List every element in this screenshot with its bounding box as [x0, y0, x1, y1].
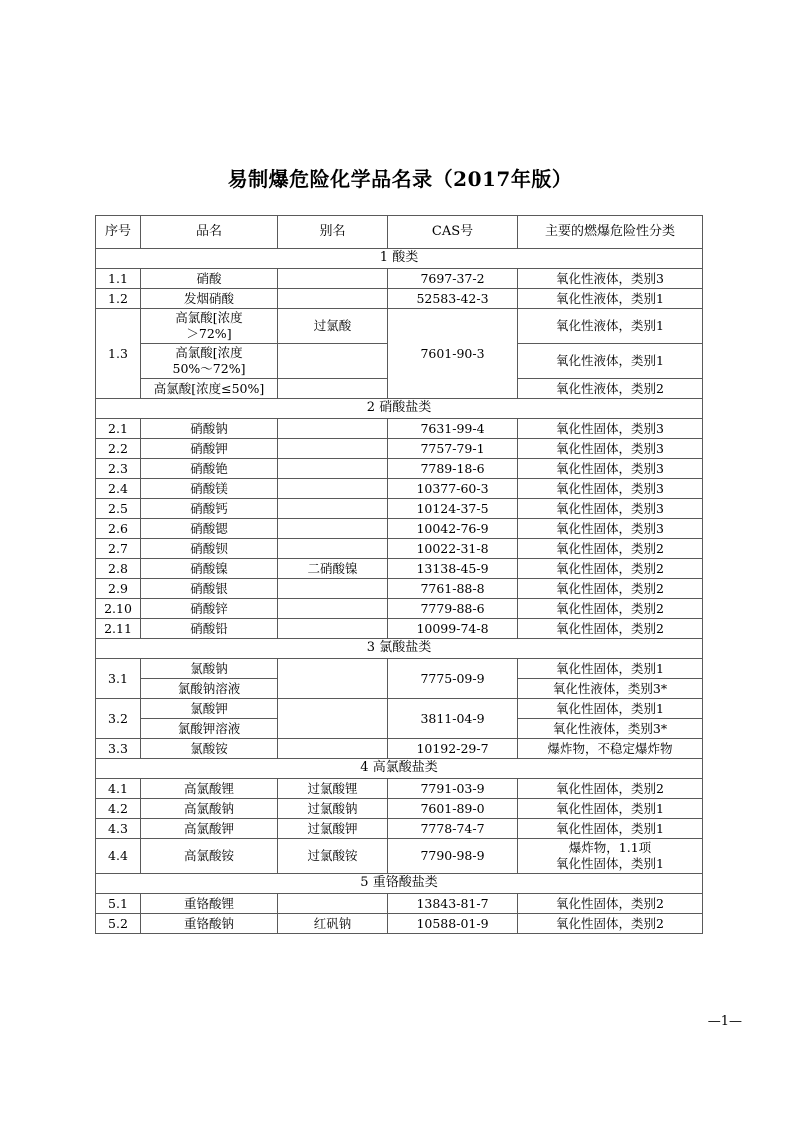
cell-cas: 7601-90-3	[388, 309, 518, 399]
cell-cas: 7791-03-9	[388, 779, 518, 799]
table-row	[96, 519, 703, 539]
cell-seq: 5.2	[96, 914, 141, 934]
cell-alias	[278, 739, 388, 759]
column-header-cas: CAS号	[388, 216, 518, 249]
cell-name: 高氯酸锂	[141, 779, 278, 799]
cell-classification: 氧化性固体，类别2	[518, 539, 703, 559]
column-header-name: 品名	[141, 216, 278, 249]
cell-name: 硝酸镍	[141, 559, 278, 579]
cell-seq: 4.1	[96, 779, 141, 799]
page-title: 易制爆危险化学品名录（2017年版）	[227, 167, 573, 191]
cell-cas: 7779-88-6	[388, 599, 518, 619]
cell-seq: 4.4	[96, 839, 141, 874]
cell-name	[141, 344, 278, 379]
cell-cas: 13138-45-9	[388, 559, 518, 579]
cell-seq: 2.4	[96, 479, 141, 499]
table-row	[96, 819, 703, 839]
cell-seq: 3.1	[96, 659, 141, 699]
cell-cas: 3811-04-9	[388, 699, 518, 739]
cell-name: 高氯酸铵	[141, 839, 278, 874]
cell-cas: 10022-31-8	[388, 539, 518, 559]
cell-name: 氯酸铵	[141, 739, 278, 759]
table-row	[96, 499, 703, 519]
cell-name	[141, 309, 278, 344]
cell-cas: 7790-98-9	[388, 839, 518, 874]
cell-cas: 7789-18-6	[388, 459, 518, 479]
table-row	[96, 914, 703, 934]
table-row	[96, 799, 703, 819]
cell-alias	[278, 439, 388, 459]
catalog-table-container	[95, 215, 703, 934]
cell-alias	[278, 459, 388, 479]
cell-classification: 氧化性液体，类别1	[518, 309, 703, 344]
cell-cas: 7761-88-8	[388, 579, 518, 599]
group-heading-row	[96, 759, 703, 779]
cell-name: 高氯酸钠	[141, 799, 278, 819]
cell-alias	[278, 269, 388, 289]
cell-seq: 2.10	[96, 599, 141, 619]
cell-cas: 10124-37-5	[388, 499, 518, 519]
cell-seq: 4.2	[96, 799, 141, 819]
cell-name-line1: 高氯酸[浓度	[175, 345, 243, 360]
table-header	[96, 216, 703, 249]
cell-classification	[518, 839, 703, 874]
table-row	[96, 269, 703, 289]
cell-alias	[278, 894, 388, 914]
table-row	[96, 779, 703, 799]
table-row	[96, 289, 703, 309]
cell-name-line2: ＞72%]	[186, 326, 232, 341]
group-heading-row	[96, 399, 703, 419]
column-header-alias: 别名	[278, 216, 388, 249]
cell-name: 硝酸银	[141, 579, 278, 599]
cell-alias: 红矾钠	[278, 914, 388, 934]
table-row	[96, 839, 703, 874]
cell-name: 硝酸锶	[141, 519, 278, 539]
cell-name: 高氯酸钾	[141, 819, 278, 839]
cell-classification: 氧化性固体，类别3	[518, 459, 703, 479]
table-row	[96, 559, 703, 579]
cell-classification: 氧化性液体，类别1	[518, 344, 703, 379]
cell-seq: 1.2	[96, 289, 141, 309]
cell-name: 硝酸钙	[141, 499, 278, 519]
table-row	[96, 309, 703, 344]
cell-alias: 过氯酸	[278, 309, 388, 344]
cell-seq: 3.2	[96, 699, 141, 739]
column-header-classification: 主要的燃爆危险性分类	[518, 216, 703, 249]
cell-name: 硝酸锌	[141, 599, 278, 619]
table-header-row	[96, 216, 703, 249]
cell-alias	[278, 419, 388, 439]
table-row	[96, 659, 703, 679]
table-row	[96, 579, 703, 599]
cell-name: 硝酸	[141, 269, 278, 289]
cell-name-line1: 高氯酸[浓度	[175, 310, 243, 325]
cell-name: 发烟硝酸	[141, 289, 278, 309]
cell-cas: 7601-89-0	[388, 799, 518, 819]
table-row	[96, 699, 703, 719]
cell-cas: 10042-76-9	[388, 519, 518, 539]
cell-cas: 7631-99-4	[388, 419, 518, 439]
group-heading-perchlorates: 4 高氯酸盐类	[96, 759, 703, 779]
table-row	[96, 619, 703, 639]
cell-classification: 氧化性液体，类别3	[518, 269, 703, 289]
cell-seq: 2.6	[96, 519, 141, 539]
table-row	[96, 479, 703, 499]
cell-classification: 爆炸物，不稳定爆炸物	[518, 739, 703, 759]
cell-seq: 2.11	[96, 619, 141, 639]
cell-alias	[278, 539, 388, 559]
cell-name: 硝酸铅	[141, 619, 278, 639]
cell-seq: 5.1	[96, 894, 141, 914]
cell-classification: 氧化性固体，类别1	[518, 799, 703, 819]
catalog-table	[95, 215, 703, 934]
cell-seq: 2.3	[96, 459, 141, 479]
cell-alias	[278, 499, 388, 519]
cell-name: 重铬酸钠	[141, 914, 278, 934]
cell-classification: 氧化性固体，类别3	[518, 439, 703, 459]
cell-name: 重铬酸锂	[141, 894, 278, 914]
table-row	[96, 459, 703, 479]
cell-classification: 氧化性固体，类别2	[518, 599, 703, 619]
cell-name-line2: 50%～72%]	[172, 361, 246, 376]
cell-classification-line2: 氧化性固体，类别1	[556, 856, 664, 871]
cell-cas: 7778-74-7	[388, 819, 518, 839]
cell-cas: 7757-79-1	[388, 439, 518, 459]
cell-seq: 3.3	[96, 739, 141, 759]
cell-cas: 10377-60-3	[388, 479, 518, 499]
table-row	[96, 539, 703, 559]
cell-name: 硝酸镁	[141, 479, 278, 499]
table-row	[96, 894, 703, 914]
cell-seq: 1.1	[96, 269, 141, 289]
cell-classification: 氧化性液体，类别3*	[518, 679, 703, 699]
cell-seq: 1.3	[96, 309, 141, 399]
cell-classification: 氧化性固体，类别2	[518, 619, 703, 639]
cell-seq: 2.7	[96, 539, 141, 559]
cell-classification: 氧化性固体，类别3	[518, 419, 703, 439]
cell-name: 硝酸钾	[141, 439, 278, 459]
cell-classification: 氧化性液体，类别3*	[518, 719, 703, 739]
group-heading-row	[96, 874, 703, 894]
cell-alias: 过氯酸铵	[278, 839, 388, 874]
table-row	[96, 599, 703, 619]
cell-classification: 氧化性固体，类别1	[518, 699, 703, 719]
cell-name: 硝酸铯	[141, 459, 278, 479]
group-heading-nitrates: 2 硝酸盐类	[96, 399, 703, 419]
cell-alias: 过氯酸钠	[278, 799, 388, 819]
cell-cas: 52583-42-3	[388, 289, 518, 309]
cell-seq: 2.8	[96, 559, 141, 579]
cell-alias	[278, 519, 388, 539]
cell-seq: 4.3	[96, 819, 141, 839]
group-heading-chlorates: 3 氯酸盐类	[96, 639, 703, 659]
cell-cas: 10099-74-8	[388, 619, 518, 639]
cell-alias	[278, 289, 388, 309]
cell-alias	[278, 379, 388, 399]
cell-classification: 氧化性固体，类别3	[518, 479, 703, 499]
cell-classification-line1: 爆炸物，1.1项	[568, 840, 652, 855]
cell-cas: 7697-37-2	[388, 269, 518, 289]
cell-seq: 2.9	[96, 579, 141, 599]
cell-seq: 2.5	[96, 499, 141, 519]
group-heading-row	[96, 639, 703, 659]
cell-cas: 10588-01-9	[388, 914, 518, 934]
cell-classification: 氧化性固体，类别1	[518, 819, 703, 839]
cell-alias: 过氯酸锂	[278, 779, 388, 799]
cell-classification: 氧化性固体，类别2	[518, 579, 703, 599]
table-body	[96, 249, 703, 934]
cell-alias	[278, 579, 388, 599]
cell-name: 氯酸钠溶液	[141, 679, 278, 699]
cell-alias	[278, 344, 388, 379]
cell-seq: 2.1	[96, 419, 141, 439]
cell-name: 高氯酸[浓度≤50%]	[141, 379, 278, 399]
cell-alias	[278, 479, 388, 499]
cell-alias	[278, 619, 388, 639]
cell-classification: 氧化性固体，类别2	[518, 559, 703, 579]
cell-name: 硝酸钠	[141, 419, 278, 439]
cell-name: 氯酸钾溶液	[141, 719, 278, 739]
cell-cas: 10192-29-7	[388, 739, 518, 759]
cell-seq: 2.2	[96, 439, 141, 459]
cell-classification: 氧化性液体，类别2	[518, 379, 703, 399]
group-heading-row	[96, 249, 703, 269]
cell-alias	[278, 699, 388, 739]
cell-classification: 氧化性固体，类别2	[518, 894, 703, 914]
cell-classification: 氧化性固体，类别1	[518, 659, 703, 679]
cell-name: 氯酸钾	[141, 699, 278, 719]
cell-cas: 7775-09-9	[388, 659, 518, 699]
group-heading-dichromates: 5 重铬酸盐类	[96, 874, 703, 894]
cell-name: 硝酸钡	[141, 539, 278, 559]
cell-alias	[278, 659, 388, 699]
cell-classification: 氧化性液体，类别1	[518, 289, 703, 309]
cell-classification: 氧化性固体，类别3	[518, 519, 703, 539]
cell-classification: 氧化性固体，类别2	[518, 779, 703, 799]
table-row	[96, 739, 703, 759]
table-row	[96, 439, 703, 459]
cell-classification: 氧化性固体，类别2	[518, 914, 703, 934]
table-row	[96, 419, 703, 439]
group-heading-acids: 1 酸类	[96, 249, 703, 269]
cell-classification: 氧化性固体，类别3	[518, 499, 703, 519]
column-header-seq: 序号	[96, 216, 141, 249]
page-number: —1—	[707, 1014, 742, 1029]
cell-alias: 二硝酸镍	[278, 559, 388, 579]
cell-alias	[278, 599, 388, 619]
cell-cas: 13843-81-7	[388, 894, 518, 914]
cell-alias: 过氯酸钾	[278, 819, 388, 839]
cell-name: 氯酸钠	[141, 659, 278, 679]
